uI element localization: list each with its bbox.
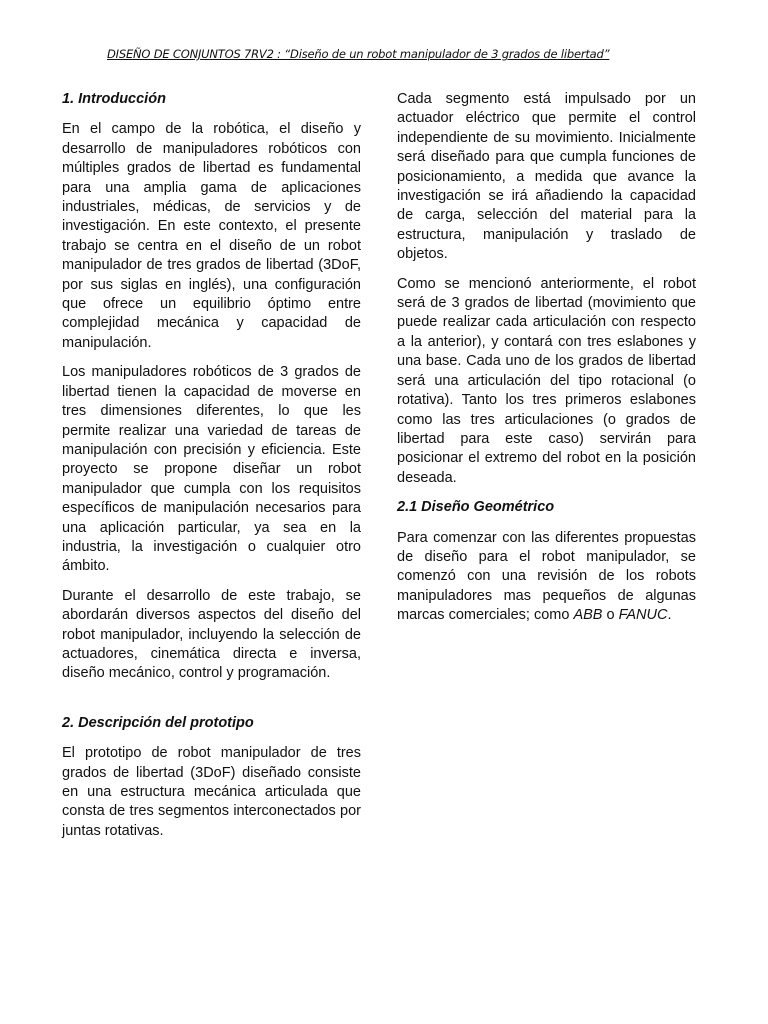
paragraph-text: . [667, 607, 672, 624]
paragraph: Cada segmento está impulsado por un actuador eléctrico que permite el control independiente de su movimiento. Inicialmente será diseñado para que cumpla funciones de posicionamiento, a medida que avance la investigación se irá añadiendo la capacidad de carga, selección del material para la estructura, manipulación y traslado de objetos. [397, 91, 696, 263]
paragraph: Durante el desarrollo de este trabajo, se abordarán diversos aspectos del diseño del robot manipulador, incluyendo la selección de actuadores, cinemática directa e inversa, diseño mecánico, control y programación. [62, 587, 361, 682]
left-column [62, 90, 361, 851]
brand-name-fanuc: FANUC [618, 607, 668, 624]
section-heading-geometric-design: 2.1 Diseño Geométrico [397, 499, 555, 516]
paragraph-text: o [602, 607, 619, 624]
right-column [397, 90, 696, 636]
paragraph-geometric-design [397, 529, 696, 626]
brand-name-abb: ABB [573, 607, 603, 624]
document-header: DISEÑO DE CONJUNTOS 7RV2 : “Diseño de un robot manipulador de 3 grados de libertad” [107, 47, 610, 61]
paragraph: Como se mencionó anteriormente, el robot será de 3 grados de libertad (movimiento que puede realizar cada articulación con respecto a la anterior), y contará con tres eslabones y una base. Cada uno de los grados de libertad será una articulación del tipo rotacional (o rotativa). Tanto los tres primeros eslabones como las tres articulaciones (o grados de libertad para este caso) servirán para posicionar el extremo del robot en la posición deseada. [397, 275, 696, 486]
paragraph: Los manipuladores robóticos de 3 grados de libertad tienen la capacidad de moverse en tres dimensiones diferentes, lo que les permite realizar una variedad de tareas de manipulación con precisión y eficiencia. Este proyecto se propone diseñar un robot manipulador que cumpla con los requisitos específicos de manipulación necesarios para una aplicación particular, ya sea en la industria, la investigación o cualquier otro ámbito. [62, 364, 361, 575]
paragraph-text: Para comenzar con las diferentes propuestas de diseño para el robot manipulador, se comenzó con una revisión de los robots manipuladores mas pequeños de algunas marcas comerciales; como [397, 529, 696, 624]
section-heading-prototype: 2. Descripción del prototipo [62, 714, 254, 731]
paragraph: El prototipo de robot manipulador de tres grados de libertad (3DoF) diseñado consiste en una estructura mecánica articulada que consta de tres segmentos interconectados por juntas rotativas. [62, 745, 361, 839]
paragraph: En el campo de la robótica, el diseño y desarrollo de manipuladores robóticos con múltiples grados de libertad es fundamental para una amplia gama de aplicaciones industriales, médicas, de servicios y de investigación. En este contexto, el presente trabajo se centra en el diseño de un robot manipulador de tres grados de libertad (3DoF, por sus siglas en inglés), una configuración que ofrece un equilibrio óptimo entre complejidad mecánica y capacidad de manipulación. [62, 121, 361, 351]
section-heading-introduction: 1. Introducción [62, 91, 166, 107]
